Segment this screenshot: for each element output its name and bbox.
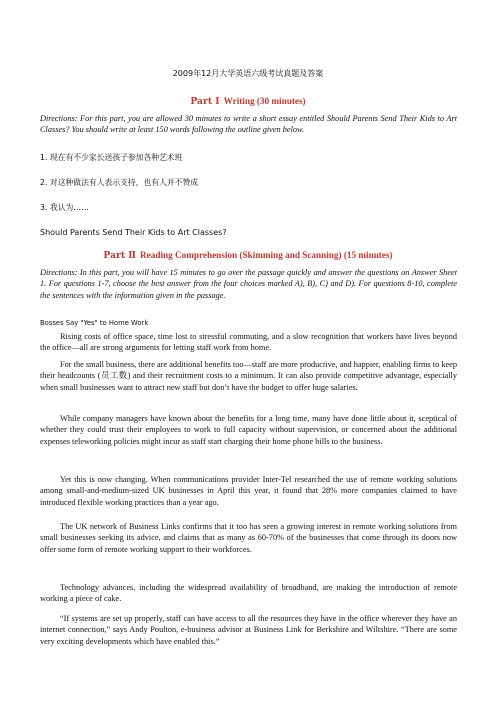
essay-title: Should Parents Send Their Kids to Art Classes? bbox=[40, 228, 227, 237]
document-title: 2009年12月大学英语六级考试真题及答案 bbox=[172, 69, 324, 78]
outline-item-3: 3. 我认为…… bbox=[40, 203, 89, 212]
part2-heading bbox=[0, 250, 496, 261]
passage-paragraph-1: Rising costs of office space, time lost to stressful commuting, and a slow recognition that workers have lives beyond the office—all are strong arguments for letting staff work from home. bbox=[40, 332, 457, 353]
part1-directions: Directions: For this part, you are allowed 30 minutes to write a short essay entitled Should Parents Send Their Kids to Art Classes? You should write at least 150 words following the outline given below. bbox=[40, 114, 457, 135]
outline-item-1: 1. 现在有不少家长送孩子参加各种艺术班 bbox=[40, 153, 183, 162]
part1-heading-text: Writing (30 minutes) bbox=[223, 96, 306, 106]
passage-paragraph-7: “If systems are set up properly, staff can have access to all the resources they have in the office wherever they have an internet connection,” says Andy Poulton, e-business advisor at Business Link for Berkshire and Wiltshire. “There are some very exciting developments which have enabled this.” bbox=[40, 614, 457, 646]
outline-item-2: 2. 对这种做法有人表示支持，也有人并不赞成 bbox=[40, 178, 199, 187]
part2-heading-text: Reading Comprehension (Skimming and Scanning) (15 minutes) bbox=[140, 250, 393, 260]
passage-title: Bosses Say "Yes" to Home Work bbox=[40, 319, 149, 327]
passage-paragraph-3: While company managers have known about the benefits for a long time, many have done little about it, sceptical of whether they could trust their employees to work to full capacity without supervision, or concerned about the additional expenses teleworking policies might incur as staff start charging their home phone bills to the business. bbox=[40, 414, 457, 446]
part1-roman: Part Ⅰ bbox=[190, 96, 220, 107]
part1-heading bbox=[0, 96, 496, 107]
passage-paragraph-2: For the small business, there are additional benefits too—staff are more productive, and happier, enabling firms to keep their headcounts (员工数) and their recruitment costs to a minimum. It can also provide competitive advantage, especially when small businesses want to attract new staff but don’t have the budget to offer huge salaries. bbox=[40, 360, 457, 392]
part2-directions: Directions: In this part, you will have 15 minutes to go over the passage quickly and answer the questions on Answer Sheet 1. For questions 1-7, choose the best answer from the four choices marked A), B), C) and D). For questions 8-10, complete the sentences with the information given in the passage. bbox=[40, 268, 457, 300]
passage-paragraph-6: Technology advances, including the widespread availability of broadband, are making the introduction of remote working a piece of cake. bbox=[40, 583, 457, 604]
passage-paragraph-5: The UK network of Business Links confirms that it too has seen a growing interest in remote working solutions from small businesses seeking its advice, and claims that as many as 60-70% of the businesses that come through its doors now offer some form of remote working support to their workforces. bbox=[40, 522, 457, 554]
passage-paragraph-4: Yet this is now changing. When communications provider Inter-Tel researched the use of remote working solutions among small-and-medium-sized UK businesses in April this year, it found that 28% more companies claimed to have introduced flexible working practices than a year ago. bbox=[40, 475, 457, 507]
part2-roman: Part Ⅱ bbox=[103, 250, 137, 261]
